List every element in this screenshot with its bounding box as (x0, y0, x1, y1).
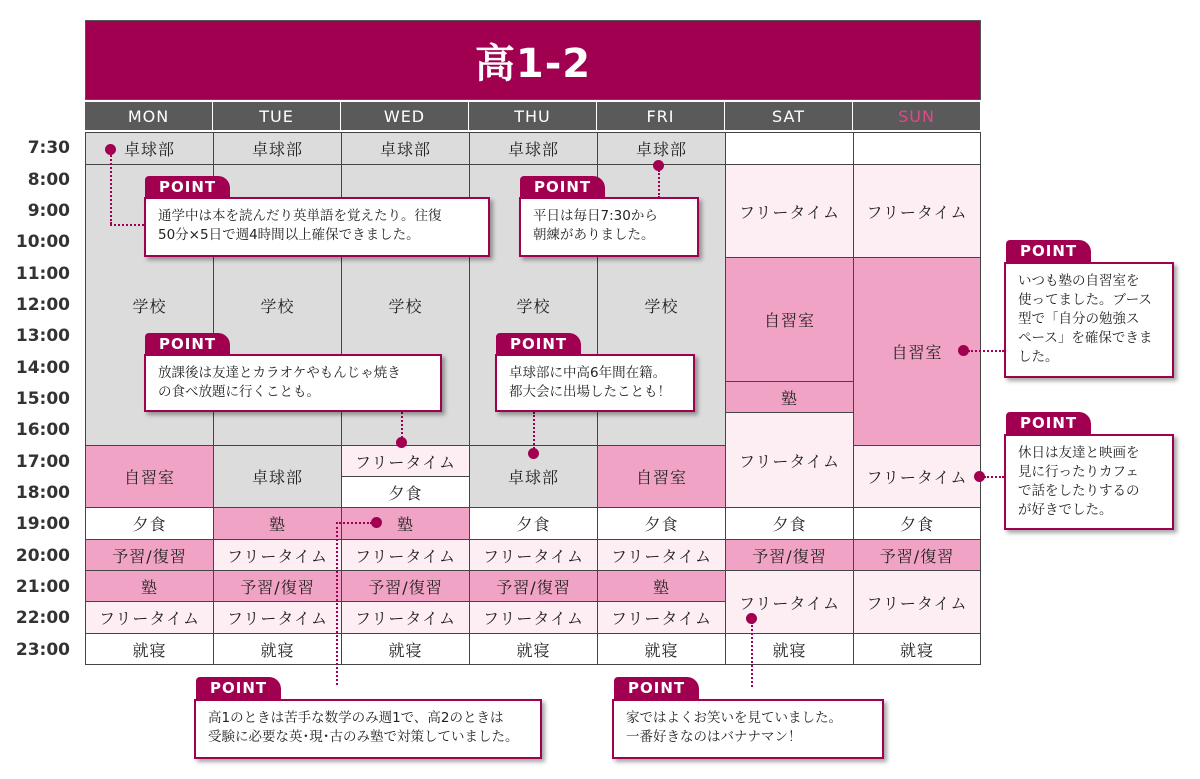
cell-thu-school: 学校 (469, 164, 598, 446)
cell-sun-sleep: 就寝 (853, 633, 981, 665)
cell-thu-sleep: 就寝 (469, 633, 598, 665)
point-tag: POINT (520, 176, 605, 198)
cell-fri-sleep: 就寝 (597, 633, 726, 665)
cell-wed-sleep: 就寝 (341, 633, 470, 665)
time-label: 9:00 (27, 201, 70, 221)
cell-sat-dinner: 夕食 (725, 507, 854, 540)
cell-sun-free-night: フリータイム (853, 570, 981, 634)
time-label: 16:00 (15, 420, 70, 440)
cell-wed-review: 予習/復習 (341, 570, 470, 602)
connector-line (336, 522, 372, 524)
point-tag: POINT (145, 176, 230, 198)
time-label: 22:00 (15, 608, 70, 628)
time-label: 12:00 (15, 295, 70, 315)
cell-fri-study-room: 自習室 (597, 445, 726, 508)
day-header-sun: SUN (853, 102, 981, 130)
cell-tue-review: 予習/復習 (213, 570, 342, 602)
cell-fri-school: 学校 (597, 164, 726, 446)
cell-sun-free-morning: フリータイム (853, 164, 981, 258)
cell-tue-table-tennis-evening: 卓球部 (213, 445, 342, 508)
point-tag: POINT (614, 677, 699, 699)
time-label: 19:00 (15, 514, 70, 534)
cell-sat-sleep: 就寝 (725, 633, 854, 665)
cell-sat-free-morning: フリータイム (725, 164, 854, 258)
point-tag: POINT (196, 677, 281, 699)
cell-tue-cram: 塾 (213, 507, 342, 540)
point-tag: POINT (145, 333, 230, 355)
cell-mon-free-night: フリータイム (85, 601, 214, 634)
cell-tue-sleep: 就寝 (213, 633, 342, 665)
point-home: 家ではよくお笑いを見ていました。 一番好きなのはバナナマン！ (612, 699, 884, 759)
connector-line (110, 152, 112, 224)
connector-line (751, 622, 753, 687)
cell-sat-review: 予習/復習 (725, 539, 854, 571)
cell-thu-table-tennis: 卓球部 (469, 132, 598, 165)
time-label: 11:00 (15, 264, 70, 284)
day-header-mon: MON (85, 102, 213, 130)
cell-thu-dinner: 夕食 (469, 507, 598, 540)
cell-wed-cram: 塾 (341, 507, 470, 540)
cell-sun-review: 予習/復習 (853, 539, 981, 571)
cell-sat-study-room: 自習室 (725, 257, 854, 382)
time-label: 18:00 (15, 483, 70, 503)
cell-sun-dinner: 夕食 (853, 507, 981, 540)
cell-fri-free: フリータイム (597, 539, 726, 571)
cell-sun-empty (853, 132, 981, 165)
day-header-thu: THU (469, 102, 597, 130)
cell-sat-empty (725, 132, 854, 165)
time-label: 23:00 (15, 640, 70, 660)
point-tag: POINT (1006, 240, 1091, 262)
day-header-tue: TUE (213, 102, 341, 130)
cell-thu-review: 予習/復習 (469, 570, 598, 602)
connector-dot (371, 517, 382, 528)
cell-thu-table-tennis-evening: 卓球部 (469, 445, 598, 508)
cell-fri-table-tennis: 卓球部 (597, 132, 726, 165)
time-label: 21:00 (15, 577, 70, 597)
time-label: 8:00 (27, 170, 70, 190)
cell-tue-table-tennis: 卓球部 (213, 132, 342, 165)
point-commute: 通学中は本を読んだり英単語を覚えたり。往復 50分×5日で週4時間以上確保できました。 (144, 197, 490, 257)
cell-wed-dinner: 夕食 (341, 476, 470, 508)
time-label: 17:00 (15, 452, 70, 472)
cell-wed-table-tennis: 卓球部 (341, 132, 470, 165)
cell-thu-free-night: フリータイム (469, 601, 598, 634)
connector-line (401, 412, 403, 438)
cell-mon-table-tennis: 卓球部 (85, 132, 214, 165)
time-label: 20:00 (15, 546, 70, 566)
connector-line (984, 476, 1004, 478)
cell-wed-school: 学校 (341, 164, 470, 446)
cell-sat-free-night: フリータイム (725, 570, 854, 634)
cell-sun-free-afternoon: フリータイム (853, 445, 981, 508)
time-label: 7:30 (27, 138, 70, 158)
cell-tue-free: フリータイム (213, 539, 342, 571)
cell-fri-dinner: 夕食 (597, 507, 726, 540)
cell-mon-sleep: 就寝 (85, 633, 214, 665)
connector-line (336, 522, 338, 685)
cell-mon-dinner: 夕食 (85, 507, 214, 540)
time-label: 13:00 (15, 326, 70, 346)
cell-tue-free-night: フリータイム (213, 601, 342, 634)
cell-tue-school: 学校 (213, 164, 342, 446)
time-label: 15:00 (15, 389, 70, 409)
connector-line (658, 170, 660, 198)
cell-mon-study-room: 自習室 (85, 445, 214, 508)
point-tag: POINT (1006, 412, 1091, 434)
day-header-wed: WED (341, 102, 469, 130)
cell-wed-free: フリータイム (341, 445, 470, 477)
point-study-room: いつも塾の自習室を 使ってました。ブース 型で「自分の勉強ス ペース」を確保できま した。 (1004, 262, 1174, 378)
time-label: 14:00 (15, 358, 70, 378)
connector-dot (528, 448, 539, 459)
cell-mon-review: 予習/復習 (85, 539, 214, 571)
connector-line (110, 224, 144, 226)
cell-mon-school: 学校 (85, 164, 214, 446)
cell-sat-free-afternoon: フリータイム (725, 412, 854, 508)
cell-sun-study-room: 自習室 (853, 257, 981, 446)
point-cram-school: 高1のときは苦手な数学のみ週1で、高2のときは 受験に必要な英･現･古のみ塾で対策していました。 (194, 699, 542, 759)
point-club: 卓球部に中高6年間在籍。 都大会に出場したことも！ (495, 354, 695, 412)
cell-wed-free-night: フリータイム (341, 539, 470, 571)
day-header-fri: FRI (597, 102, 725, 130)
connector-line (533, 412, 535, 449)
day-header-sat: SAT (725, 102, 853, 130)
cell-fri-cram: 塾 (597, 570, 726, 602)
cell-sat-cram: 塾 (725, 381, 854, 413)
cell-mon-cram: 塾 (85, 570, 214, 602)
cell-wed-free-late: フリータイム (341, 601, 470, 634)
cell-fri-free-night: フリータイム (597, 601, 726, 634)
point-holiday: 休日は友達と映画を 見に行ったりカフェ で話をしたりするの が好きでした。 (1004, 434, 1174, 530)
page-title: 高1-2 (85, 20, 981, 100)
connector-line (968, 350, 1004, 352)
cell-thu-free: フリータイム (469, 539, 598, 571)
time-label: 10:00 (15, 232, 70, 252)
point-tag: POINT (496, 333, 581, 355)
connector-dot (396, 437, 407, 448)
point-morning-practice: 平日は毎日7:30から 朝練がありました。 (519, 197, 699, 257)
point-after-school: 放課後は友達とカラオケやもんじゃ焼き の食べ放題に行くことも。 (144, 354, 442, 412)
